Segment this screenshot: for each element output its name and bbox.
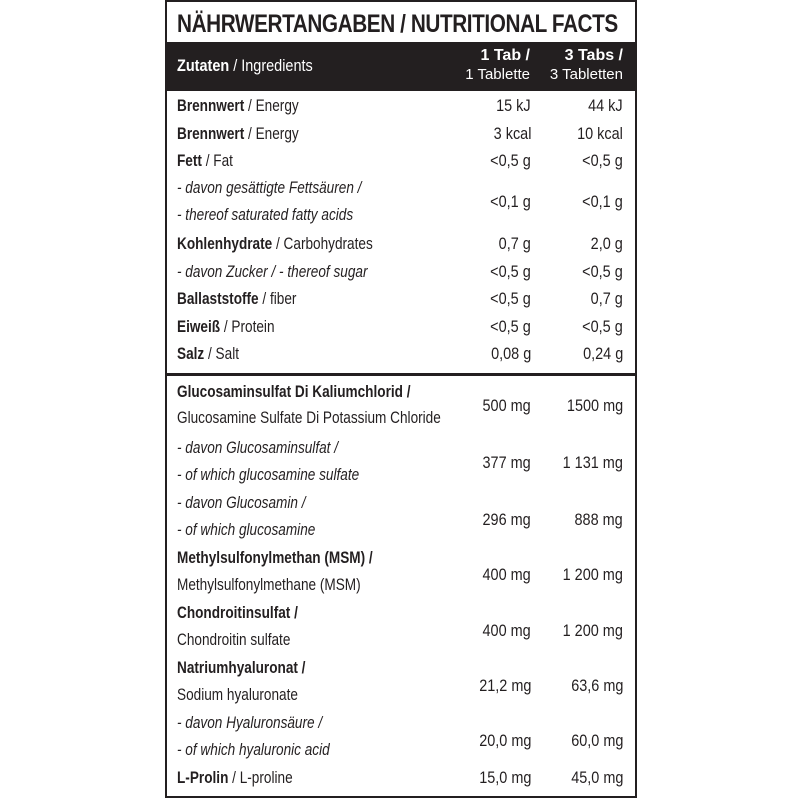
header-col1-main: 1 Tab /: [480, 47, 530, 64]
value-3tabs: 1500 mg: [566, 396, 623, 415]
value-1tab: 0,08 g: [490, 344, 531, 363]
value-1tab: <0,5 g: [490, 151, 531, 170]
value-3tabs: <0,5 g: [582, 151, 623, 170]
row-sublabel-en: - thereof saturated fatty acids: [177, 205, 354, 224]
row-sublabel-de: - davon Hyaluronsäure /: [177, 713, 323, 732]
value-1tab: 400 mg: [482, 565, 531, 584]
table-header: [167, 42, 635, 91]
value-1tab: 21,2 mg: [478, 676, 531, 695]
row-label-de: Salz: [177, 344, 205, 363]
value-1tab: 377 mg: [482, 453, 531, 472]
row-label-de: L-Prolin: [177, 768, 229, 787]
row-label-en: Methylsulfonylmethane (MSM): [177, 575, 361, 594]
value-1tab: 15 kJ: [496, 96, 531, 115]
row-label-de: Brennwert: [177, 96, 245, 115]
value-3tabs: <0,5 g: [582, 262, 623, 281]
value-3tabs: <0,5 g: [582, 317, 623, 336]
value-3tabs: 63,6 mg: [570, 676, 623, 695]
row-label-en: / Protein: [220, 317, 275, 336]
value-3tabs: 0,7 g: [590, 289, 623, 308]
row-sublabel-en: - of which glucosamine: [177, 520, 316, 539]
value-3tabs: 1 200 mg: [562, 621, 623, 640]
header-col2-sub: 3 Tabletten: [549, 66, 623, 83]
header-ingredients: [177, 56, 313, 76]
row-label-de: Brennwert: [177, 124, 249, 143]
header-col-3tabs: [550, 46, 623, 84]
row-sublabel-de: - davon Glucosaminsulfat /: [177, 438, 339, 457]
value-1tab: 15,0 mg: [478, 768, 531, 787]
row-sublabel-en: - of which hyaluronic acid: [177, 740, 330, 759]
value-1tab: 296 mg: [482, 510, 531, 529]
page-title: NÄHRWERTANGABEN / NUTRITIONAL FACTS: [177, 10, 618, 38]
value-3tabs: 1 131 mg: [562, 453, 623, 472]
value-3tabs: 1 200 mg: [562, 565, 623, 584]
section-divider: [167, 373, 635, 376]
value-3tabs: 888 mg: [574, 510, 623, 529]
row-label-de: Methylsulfonylmethan (MSM) /: [177, 548, 373, 567]
value-3tabs: 60,0 mg: [570, 731, 623, 750]
row-label-de: Natriumhyaluronat /: [177, 658, 306, 677]
value-1tab: <0,5 g: [490, 289, 531, 308]
value-1tab: <0,5 g: [490, 317, 531, 336]
value-3tabs: 0,24 g: [582, 344, 623, 363]
row-label-en: / Energy: [248, 124, 299, 143]
row-label-de: Kohlenhydrate: [177, 234, 273, 253]
value-1tab: 3 kcal: [493, 124, 531, 143]
value-1tab: <0,1 g: [490, 192, 531, 211]
row-label-de: Glucosaminsulfat Di Kaliumchlorid /: [177, 382, 411, 401]
value-3tabs: 10 kcal: [577, 124, 623, 143]
value-1tab: <0,5 g: [490, 262, 531, 281]
header-ingredients-en: / Ingredients: [229, 56, 313, 75]
row-sublabel-de: - davon Glucosamin /: [177, 493, 306, 512]
value-3tabs: 45,0 mg: [570, 768, 623, 787]
header-col2-main: 3 Tabs /: [564, 47, 623, 64]
header-col-1tab: [465, 46, 530, 84]
row-label-en: / Carbohydrates: [272, 234, 373, 253]
row-label-de: Chondroitinsulfat /: [177, 603, 298, 622]
nutrition-facts-panel: [165, 0, 637, 798]
row-label-en: Glucosamine Sulfate Di Potassium Chloride: [177, 408, 441, 427]
row-label-en: Sodium hyaluronate: [177, 685, 298, 704]
row-label-en: / Energy: [244, 96, 299, 115]
value-3tabs: <0,1 g: [582, 192, 623, 211]
value-1tab: 400 mg: [482, 621, 531, 640]
row-label-de: Fett: [177, 151, 202, 170]
row-label-de: Ballaststoffe: [177, 289, 259, 308]
row-label-en: / fiber: [258, 289, 297, 308]
row-sublabel: - davon Zucker / - thereof sugar: [177, 262, 368, 281]
value-1tab: 20,0 mg: [478, 731, 531, 750]
header-ingredients-de: Zutaten: [177, 56, 230, 75]
row-sublabel-de: - davon gesättigte Fettsäuren /: [177, 178, 362, 197]
value-3tabs: 44 kJ: [588, 96, 623, 115]
value-1tab: 0,7 g: [498, 234, 531, 253]
header-col1-sub: 1 Tablette: [465, 66, 530, 83]
row-label-en: / Fat: [201, 151, 233, 170]
row-label-en: / Salt: [204, 344, 239, 363]
row-label-de: Eiweiß: [177, 317, 221, 336]
value-3tabs: 2,0 g: [590, 234, 623, 253]
row-sublabel-en: - of which glucosamine sulfate: [177, 465, 360, 484]
value-1tab: 500 mg: [482, 396, 531, 415]
row-label-en: Chondroitin sulfate: [177, 630, 291, 649]
row-label-en: / L-proline: [228, 768, 293, 787]
